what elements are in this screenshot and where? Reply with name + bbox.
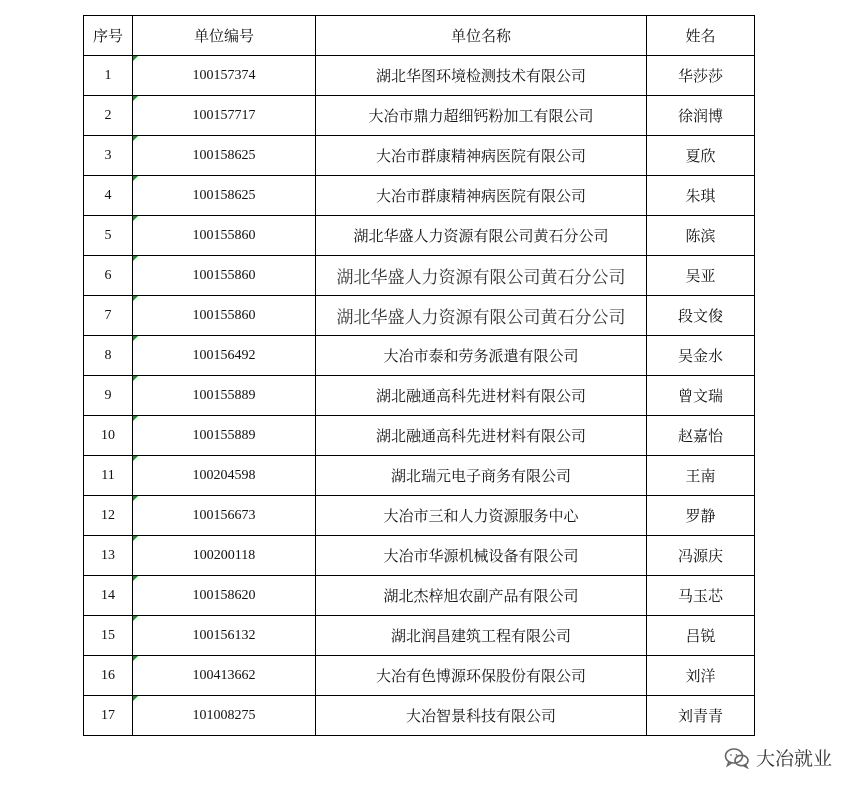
cell-unit-name: 湖北华盛人力资源有限公司黄石分公司 (316, 216, 647, 256)
cell-unit-name: 大冶智景科技有限公司 (316, 696, 647, 736)
cell-seq: 9 (84, 376, 133, 416)
cell-person-name: 夏欣 (647, 136, 755, 176)
table-row (84, 136, 755, 176)
cell-unit-code: 100200118 (133, 536, 316, 576)
wechat-icon (724, 747, 750, 769)
cell-unit-code: 100158625 (133, 136, 316, 176)
cell-person-name: 陈滨 (647, 216, 755, 256)
cell-seq: 2 (84, 96, 133, 136)
cell-person-name: 徐润博 (647, 96, 755, 136)
header-seq: 序号 (84, 16, 133, 56)
personnel-table (83, 15, 755, 736)
cell-unit-code: 100157374 (133, 56, 316, 96)
table-row (84, 176, 755, 216)
cell-unit-name: 湖北融通高科先进材料有限公司 (316, 376, 647, 416)
account-watermark (724, 744, 832, 771)
header-unit-code: 单位编号 (133, 16, 316, 56)
cell-unit-name: 大冶市群康精神病医院有限公司 (316, 136, 647, 176)
cell-seq: 8 (84, 336, 133, 376)
table-row (84, 256, 755, 296)
cell-unit-code: 100156673 (133, 496, 316, 536)
cell-seq: 11 (84, 456, 133, 496)
table-row (84, 656, 755, 696)
cell-unit-code: 100156492 (133, 336, 316, 376)
cell-person-name: 华莎莎 (647, 56, 755, 96)
cell-unit-name: 湖北华盛人力资源有限公司黄石分公司 (316, 296, 647, 336)
cell-seq: 10 (84, 416, 133, 456)
cell-person-name: 段文俊 (647, 296, 755, 336)
table-row (84, 376, 755, 416)
table-row (84, 216, 755, 256)
cell-seq: 6 (84, 256, 133, 296)
cell-unit-code: 100413662 (133, 656, 316, 696)
cell-seq: 3 (84, 136, 133, 176)
cell-unit-name: 大冶市华源机械设备有限公司 (316, 536, 647, 576)
cell-unit-name: 湖北杰梓旭农副产品有限公司 (316, 576, 647, 616)
cell-unit-name: 大冶有色博源环保股份有限公司 (316, 656, 647, 696)
cell-person-name: 吴金水 (647, 336, 755, 376)
cell-unit-name: 大冶市泰和劳务派遣有限公司 (316, 336, 647, 376)
header-unit-name: 单位名称 (316, 16, 647, 56)
watermark-text: 大冶就业 (755, 748, 832, 770)
table-row (84, 296, 755, 336)
table-row (84, 496, 755, 536)
cell-seq: 17 (84, 696, 133, 736)
table-row (84, 696, 755, 736)
cell-seq: 7 (84, 296, 133, 336)
cell-person-name: 罗静 (647, 496, 755, 536)
cell-person-name: 刘青青 (647, 696, 755, 736)
cell-person-name: 赵嘉怡 (647, 416, 755, 456)
cell-person-name: 朱琪 (647, 176, 755, 216)
cell-unit-name: 湖北华图环境检测技术有限公司 (316, 56, 647, 96)
cell-person-name: 吕锐 (647, 616, 755, 656)
cell-person-name: 马玉芯 (647, 576, 755, 616)
table-row (84, 336, 755, 376)
header-person-name: 姓名 (647, 16, 755, 56)
cell-unit-code: 100155860 (133, 296, 316, 336)
cell-unit-name: 大冶市群康精神病医院有限公司 (316, 176, 647, 216)
cell-unit-code: 100156132 (133, 616, 316, 656)
cell-unit-code: 100155889 (133, 376, 316, 416)
cell-unit-name: 大冶市三和人力资源服务中心 (316, 496, 647, 536)
cell-unit-code: 100158625 (133, 176, 316, 216)
cell-unit-name: 湖北瑞元电子商务有限公司 (316, 456, 647, 496)
cell-unit-name: 大冶市鼎力超细钙粉加工有限公司 (316, 96, 647, 136)
table-row (84, 456, 755, 496)
table-row (84, 616, 755, 656)
table-row (84, 576, 755, 616)
cell-unit-code: 100204598 (133, 456, 316, 496)
cell-seq: 4 (84, 176, 133, 216)
cell-unit-name: 湖北润昌建筑工程有限公司 (316, 616, 647, 656)
cell-person-name: 吴亚 (647, 256, 755, 296)
cell-unit-code: 101008275 (133, 696, 316, 736)
cell-person-name: 冯源庆 (647, 536, 755, 576)
cell-person-name: 王南 (647, 456, 755, 496)
cell-unit-code: 100155889 (133, 416, 316, 456)
cell-person-name: 曾文瑞 (647, 376, 755, 416)
cell-seq: 13 (84, 536, 133, 576)
table-row (84, 56, 755, 96)
table-row (84, 96, 755, 136)
cell-seq: 14 (84, 576, 133, 616)
cell-person-name: 刘洋 (647, 656, 755, 696)
cell-seq: 5 (84, 216, 133, 256)
table-row (84, 416, 755, 456)
cell-unit-code: 100155860 (133, 216, 316, 256)
cell-seq: 15 (84, 616, 133, 656)
cell-seq: 12 (84, 496, 133, 536)
cell-seq: 1 (84, 56, 133, 96)
cell-unit-code: 100158620 (133, 576, 316, 616)
table-row (84, 536, 755, 576)
cell-unit-code: 100157717 (133, 96, 316, 136)
cell-unit-code: 100155860 (133, 256, 316, 296)
header-row (84, 16, 755, 56)
cell-unit-name: 湖北融通高科先进材料有限公司 (316, 416, 647, 456)
cell-unit-name: 湖北华盛人力资源有限公司黄石分公司 (316, 256, 647, 296)
cell-seq: 16 (84, 656, 133, 696)
